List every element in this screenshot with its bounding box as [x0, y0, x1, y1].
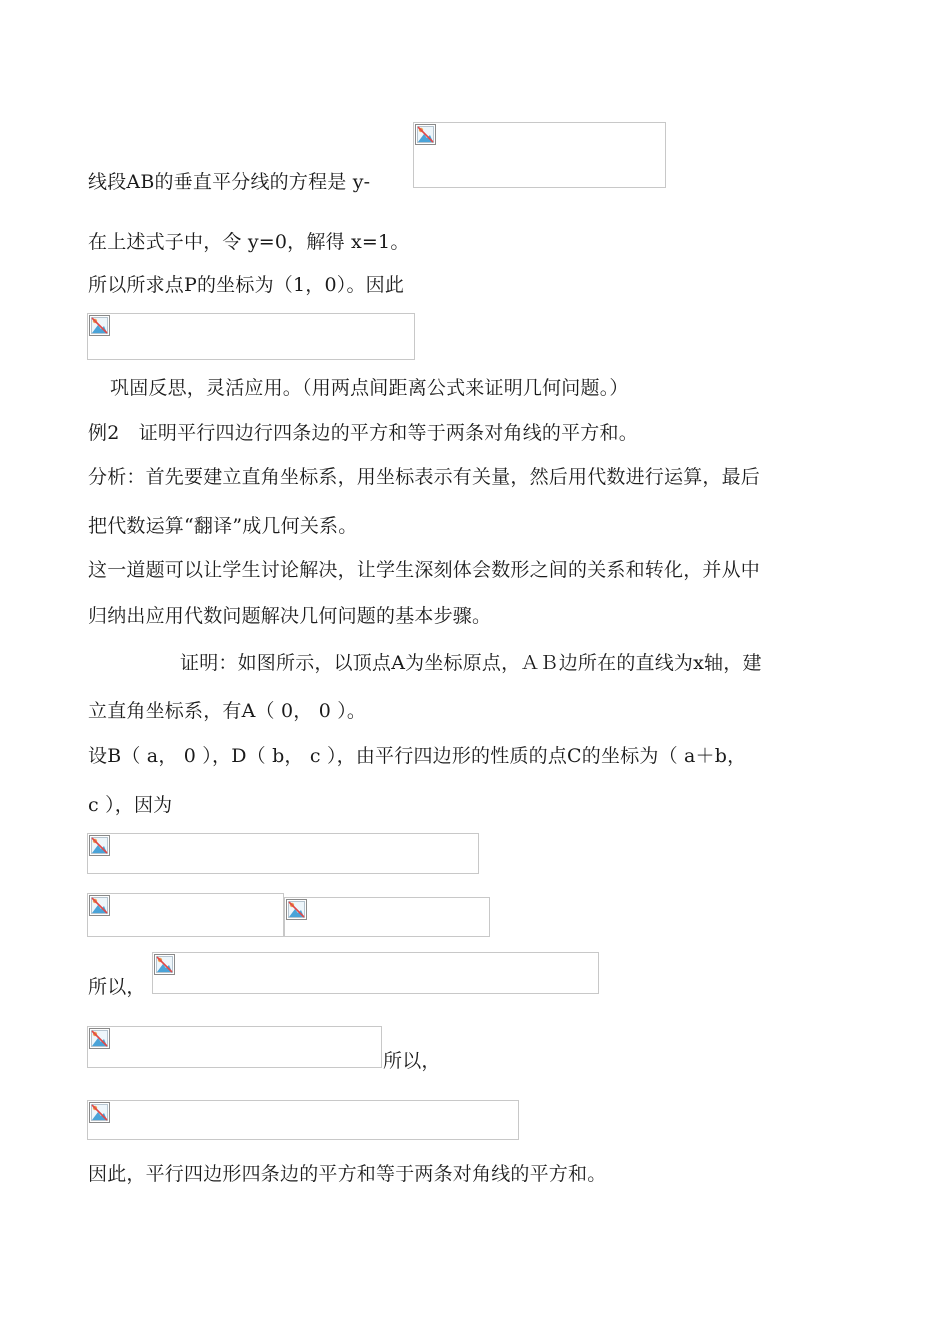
broken-image-icon — [89, 1102, 110, 1123]
text-line-16: 因此，平行四边形四条边的平方和等于两条对角线的平方和。 — [88, 1163, 607, 1185]
text-line-11: 立直角坐标系，有A（ 0， 0 ）。 — [88, 700, 367, 722]
text-line-13: c ），因为 — [88, 794, 173, 816]
broken-image-icon — [286, 899, 307, 920]
text-line-2: 在上述式子中，令 y=0，解得 x=1。 — [88, 231, 410, 253]
equation-image — [152, 952, 599, 994]
text-line-1: 线段AB的垂直平分线的方程是 y- — [88, 171, 371, 193]
equation-image — [284, 897, 490, 937]
text-line-10: 证明：如图所示，以顶点A为坐标原点，ＡＢ边所在的直线为x轴，建 — [180, 652, 762, 674]
text-line-15: 所以， — [383, 1050, 441, 1072]
text-line-14: 所以， — [88, 976, 146, 998]
equation-image — [87, 1026, 382, 1068]
equation-image — [87, 893, 284, 937]
text-line-3: 所以所求点P的坐标为（1，0）。因此 — [88, 274, 405, 296]
equation-image — [87, 313, 415, 360]
broken-image-icon — [89, 835, 110, 856]
broken-image-icon — [89, 1028, 110, 1049]
text-line-4: 巩固反思，灵活应用。（用两点间距离公式来证明几何问题。） — [110, 377, 629, 399]
text-line-6: 分析：首先要建立直角坐标系，用坐标表示有关量，然后用代数进行运算，最后 — [88, 466, 761, 488]
text-line-7: 把代数运算“翻译”成几何关系。 — [88, 515, 358, 537]
equation-image — [87, 1100, 519, 1140]
text-line-5: 例2 证明平行四边行四条边的平方和等于两条对角线的平方和。 — [88, 422, 638, 444]
text-line-9: 归纳出应用代数问题解决几何问题的基本步骤。 — [88, 605, 492, 627]
text-line-8: 这一道题可以让学生讨论解决，让学生深刻体会数形之间的关系和转化，并从中 — [88, 559, 761, 581]
equation-image — [413, 122, 666, 188]
broken-image-icon — [415, 124, 436, 145]
equation-image — [87, 833, 479, 874]
broken-image-icon — [89, 895, 110, 916]
broken-image-icon — [89, 315, 110, 336]
broken-image-icon — [154, 954, 175, 975]
text-line-12: 设B（ a， 0 ），D（ b， c ），由平行四边形的性质的点C的坐标为（ a＋b， — [88, 745, 747, 767]
